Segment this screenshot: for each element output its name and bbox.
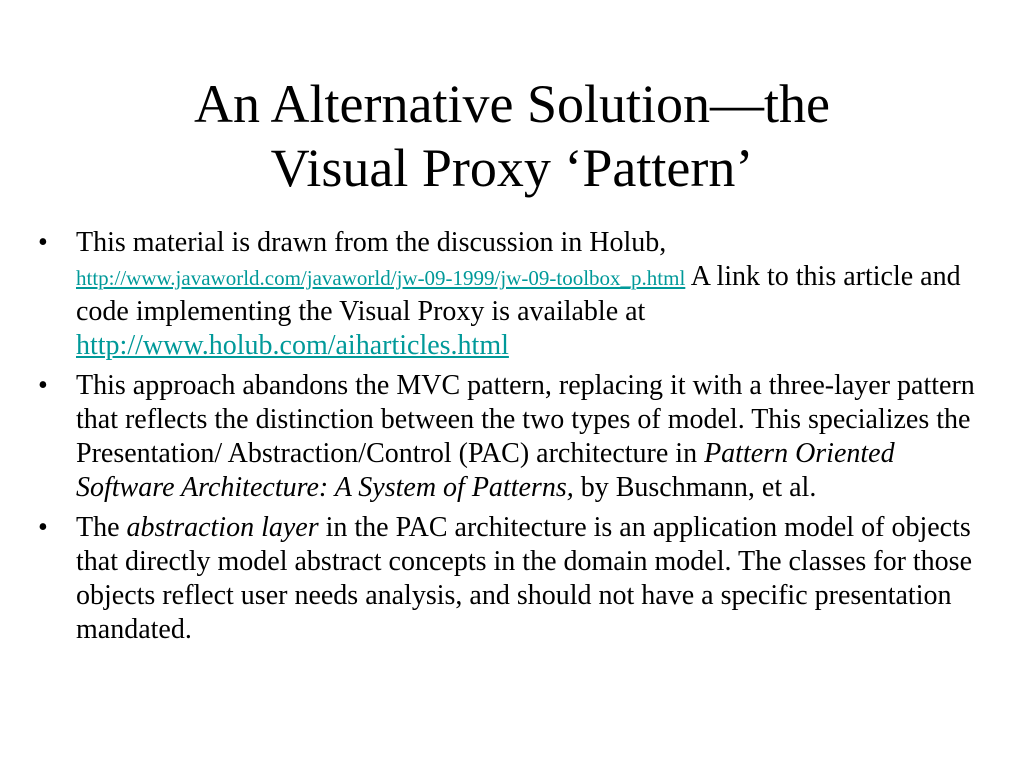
bullet-text: This material is drawn from the discussion in Holub, — [76, 227, 667, 258]
bullet-text: by Buschmann, et al. — [573, 472, 817, 503]
book-title: Pattern Oriented Software Architecture: A System of Patterns, — [76, 438, 895, 503]
title-line-1: An Alternative Solution—the — [194, 74, 830, 134]
bullet-marker: • — [38, 370, 48, 401]
bullet-item-1 — [38, 226, 998, 363]
bullet-marker: • — [38, 512, 48, 543]
slide-title — [40, 72, 984, 200]
emphasized-term: abstraction layer — [126, 512, 319, 543]
holub-articles-link[interactable]: http://www.holub.com/aiharticles.html — [76, 330, 509, 361]
bullet-item-2 — [38, 369, 998, 505]
bullet-text: A link to this article and code implementing the Visual Proxy is available at — [76, 261, 961, 327]
bullet-text: This approach abandons the MVC pattern, replacing it with a three-layer pattern that reflects the distinction between the two types of model. This specializes the Presentation/ Abstraction/Control (PAC) architecture in — [76, 370, 975, 469]
title-line-2: Visual Proxy ‘Pattern’ — [270, 138, 754, 198]
bullet-text: in the PAC architecture is an application model of objects that directly model abstract concepts in the domain model. The classes for those objects reflect user needs analysis, and should not have a specific presentation mandated. — [76, 512, 972, 645]
bullet-text: The — [76, 512, 127, 543]
bullet-list — [38, 226, 998, 653]
bullet-item-3 — [38, 511, 998, 647]
javaworld-article-link[interactable]: http://www.javaworld.com/javaworld/jw-09-1999/jw-09-toolbox_p.html — [76, 266, 686, 290]
bullet-marker: • — [38, 227, 48, 258]
